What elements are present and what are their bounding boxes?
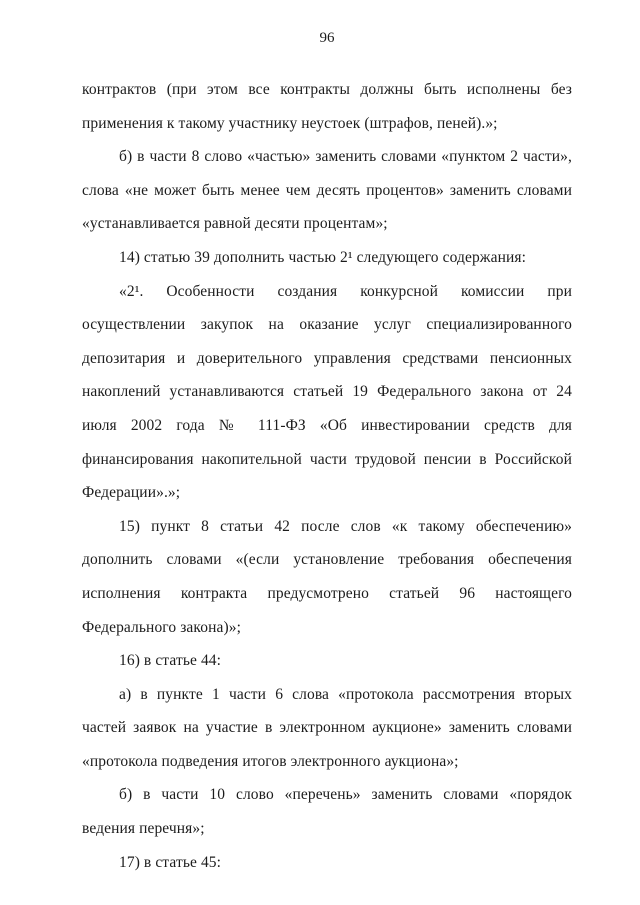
page-number: 96 bbox=[319, 30, 335, 46]
paragraph-item-17: 17) в статье 45: bbox=[119, 853, 222, 871]
paragraph-item-15: 15) пункт 8 статьи 42 после слов «к такому обеспечению» дополнить словами «(если установление требования обеспечения исполнения контракта предусмотрено статьей 96 настоящего Федерального закона)»; bbox=[82, 517, 572, 636]
paragraph-quoted-part-2-1: «2¹. Особенности создания конкурсной комиссии при осуществлении закупок на оказание услуг специализированного депозитария и доверительного управления средствами пенсионных накоплений устанавливаются статьей 19 Федерального закона от 24 июля 2002 года № 111-ФЗ «Об инвестировании средств для финансирования накопительной части трудовой пенсии в Российской Федерации».»; bbox=[82, 282, 572, 502]
paragraph-subitem-b-article44: б) в части 10 слово «перечень» заменить словами «порядок ведения перечня»; bbox=[82, 786, 572, 838]
paragraph-continuation: контрактов (при этом все контракты должны быть исполнены без применения к такому участнику неустоек (штрафов, пеней).»; bbox=[82, 81, 572, 132]
paragraph-item-14: 14) статью 39 дополнить частью 2¹ следующего содержания: bbox=[119, 248, 527, 266]
paragraph-subitem-a-article44: а) в пункте 1 части 6 слова «протокола рассмотрения вторых частей заявок на участие в электронном аукционе» заменить словами «протокола подведения итогов электронного аукциона»; bbox=[82, 685, 572, 770]
paragraph-subitem-b-part8: б) в части 8 слово «частью» заменить словами «пунктом 2 части», слова «не может быть менее чем десять процентов» заменить словами «устанавливается равной десяти процентам»; bbox=[82, 148, 572, 233]
paragraph-item-16: 16) в статье 44: bbox=[119, 652, 222, 670]
